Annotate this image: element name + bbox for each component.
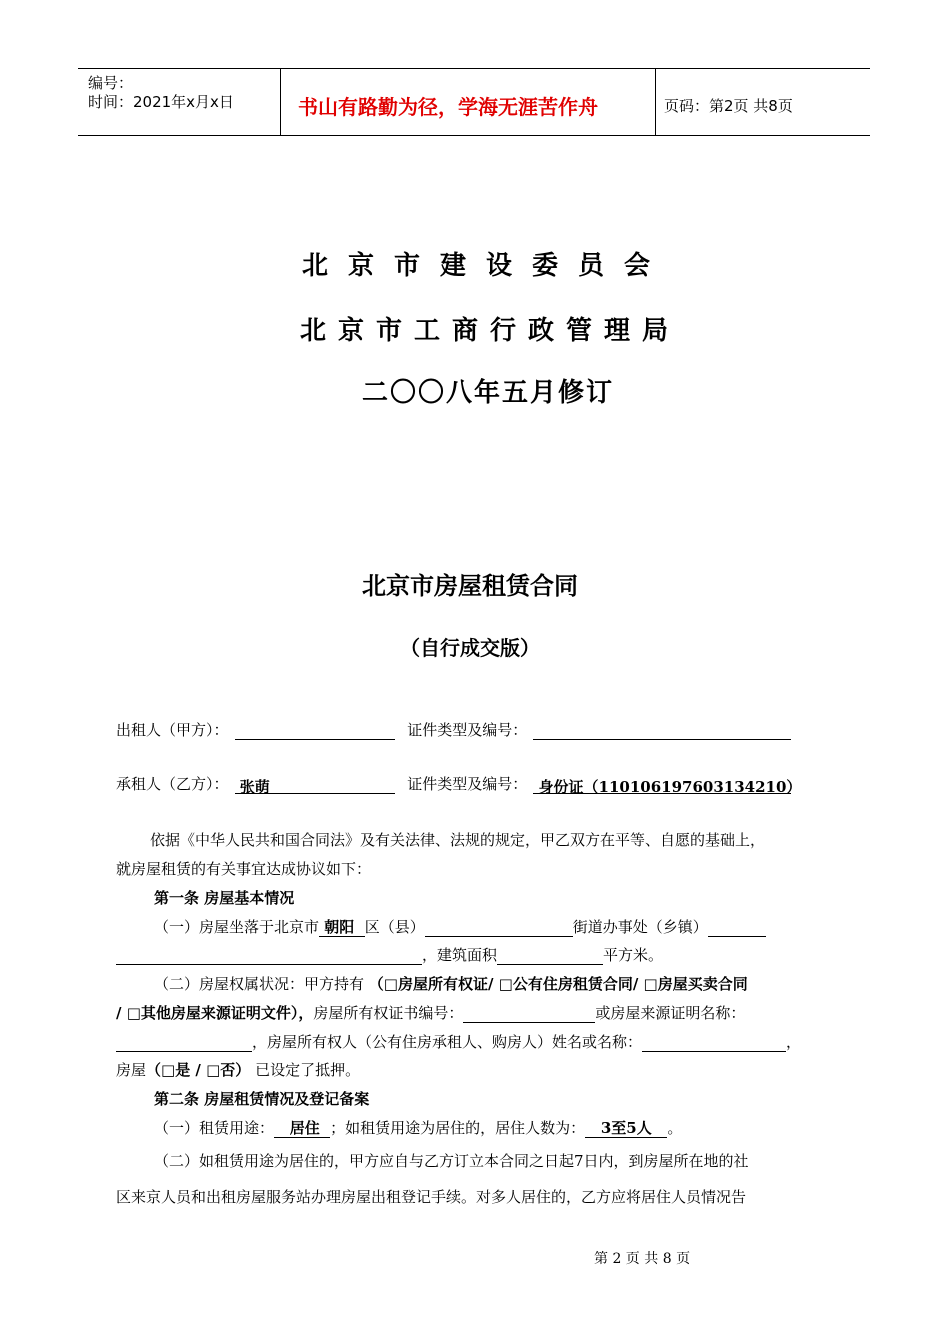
article1-p2-line3 (116, 1031, 801, 1052)
article1-p1-c: 街道办事处（乡镇） (572, 918, 708, 936)
lessee-row (116, 773, 802, 796)
lessee-id-field (533, 776, 802, 796)
lessor-id-field (533, 722, 791, 740)
article1-p2-a: （二）房屋权属状况：甲方持有 (154, 975, 369, 993)
usage-field (274, 1119, 330, 1138)
article1-p2-d: ，房屋所有权人（公有住房承租人、购房人）姓名或名称： (252, 1033, 643, 1051)
article1-p1-e: 平方米。 (603, 946, 664, 964)
article1-p1-line2 (116, 944, 663, 965)
article1-p2-line1 (154, 973, 748, 994)
header-motto: 书山有路勤为径，学海无涯苦作舟 (298, 95, 598, 119)
header-number-label: 编号： (88, 74, 134, 92)
area-field (497, 947, 603, 965)
lessee-name: 张萌 (239, 778, 270, 796)
article2-p1-c: 。 (667, 1119, 683, 1137)
article1-p1-line1 (154, 916, 766, 937)
ownership-options-2: / □其他房屋来源证明文件）， (116, 1004, 314, 1022)
mortgage-options: （□是 / □否） (146, 1061, 251, 1079)
intro-line-1: 依据《中华人民共和国合同法》及有关法律、法规的规定，甲乙双方在平等、自愿的基础上， (150, 831, 766, 849)
article2-p1-b: ；如租赁用途为居住的，居住人数为： (330, 1119, 586, 1137)
article1-p1-a: （一）房屋坐落于北京市 (154, 918, 320, 936)
intro-line-2: 就房屋租赁的有关事宜达成协议如下： (116, 860, 372, 878)
usage-value: 居住 (289, 1119, 320, 1137)
org-title-2: 北京市工商行政管理局 (300, 316, 681, 346)
article1-p2-g: 已设定了抵押。 (250, 1061, 361, 1079)
org-title-1: 北京市建设委员会 (302, 251, 671, 281)
article2-title: 第二条 房屋租赁情况及登记备案 (154, 1090, 370, 1108)
occupant-count-field (585, 1119, 667, 1138)
header-divider-2 (655, 68, 656, 136)
contract-title: 北京市房屋租赁合同 (362, 571, 578, 600)
ownership-options: （□房屋所有权证/ □公有住房租赁合同/ □房屋买卖合同 (368, 975, 748, 993)
article1-p2-line4 (116, 1059, 360, 1080)
lessor-row (116, 719, 791, 740)
article2-p2-line2: 区来京人员和出租房屋服务站办理房屋出租登记手续。对多人居住的，乙方应将居住人员情况告 (116, 1188, 747, 1206)
contract-subtitle: （自行成交版） (400, 636, 540, 660)
header-top-border (78, 68, 870, 69)
header-divider-1 (280, 68, 281, 136)
source-document-field (116, 1034, 252, 1052)
lessee-id-label: 证件类型及编号： (407, 775, 528, 793)
header-bottom-border (78, 135, 870, 136)
article1-p2-line2 (116, 1002, 745, 1023)
lessor-label: 出租人（甲方）： (116, 721, 229, 739)
header-time-label: 时间：2021年x月x日 (88, 93, 234, 111)
article1-p1-d: ，建筑面积 (422, 946, 498, 964)
article1-p2-e: ， (786, 1033, 802, 1051)
article2-p1-a: （一）租赁用途： (154, 1119, 275, 1137)
lessor-id-label: 证件类型及编号： (407, 721, 528, 739)
header-page-code: 页码：第2页 共8页 (664, 97, 793, 115)
article1-p2-b: 房屋所有权证书编号： (313, 1004, 464, 1022)
lessee-label: 承租人（乙方）： (116, 775, 229, 793)
lessee-id: 身份证（110106197603134210） (538, 778, 802, 796)
district-field (319, 918, 365, 937)
article1-p1-b: 区（县） (364, 918, 425, 936)
page-footer: 第 2 页 共 8 页 (594, 1251, 691, 1267)
revision-date: 二〇〇八年五月修订 (362, 378, 615, 408)
certificate-number-field (463, 1005, 595, 1023)
lessor-name-field (235, 722, 395, 740)
article1-title: 第一条 房屋基本情况 (154, 889, 295, 907)
street-field (425, 919, 573, 937)
address-field (116, 947, 422, 965)
owner-name-field (642, 1034, 786, 1052)
article2-p2-line1: （二）如租赁用途为居住的，甲方应自与乙方订立本合同之日起7日内，到房屋所在地的社 (154, 1152, 749, 1170)
township-field (708, 919, 766, 937)
article1-p2-f: 房屋 (116, 1061, 147, 1079)
article2-p1 (154, 1117, 682, 1138)
occupant-count-value: 3至5人 (600, 1119, 652, 1137)
article1-p2-c: 或房屋来源证明名称： (595, 1004, 746, 1022)
district-value: 朝阳 (324, 918, 355, 936)
lessee-name-field (235, 776, 395, 794)
